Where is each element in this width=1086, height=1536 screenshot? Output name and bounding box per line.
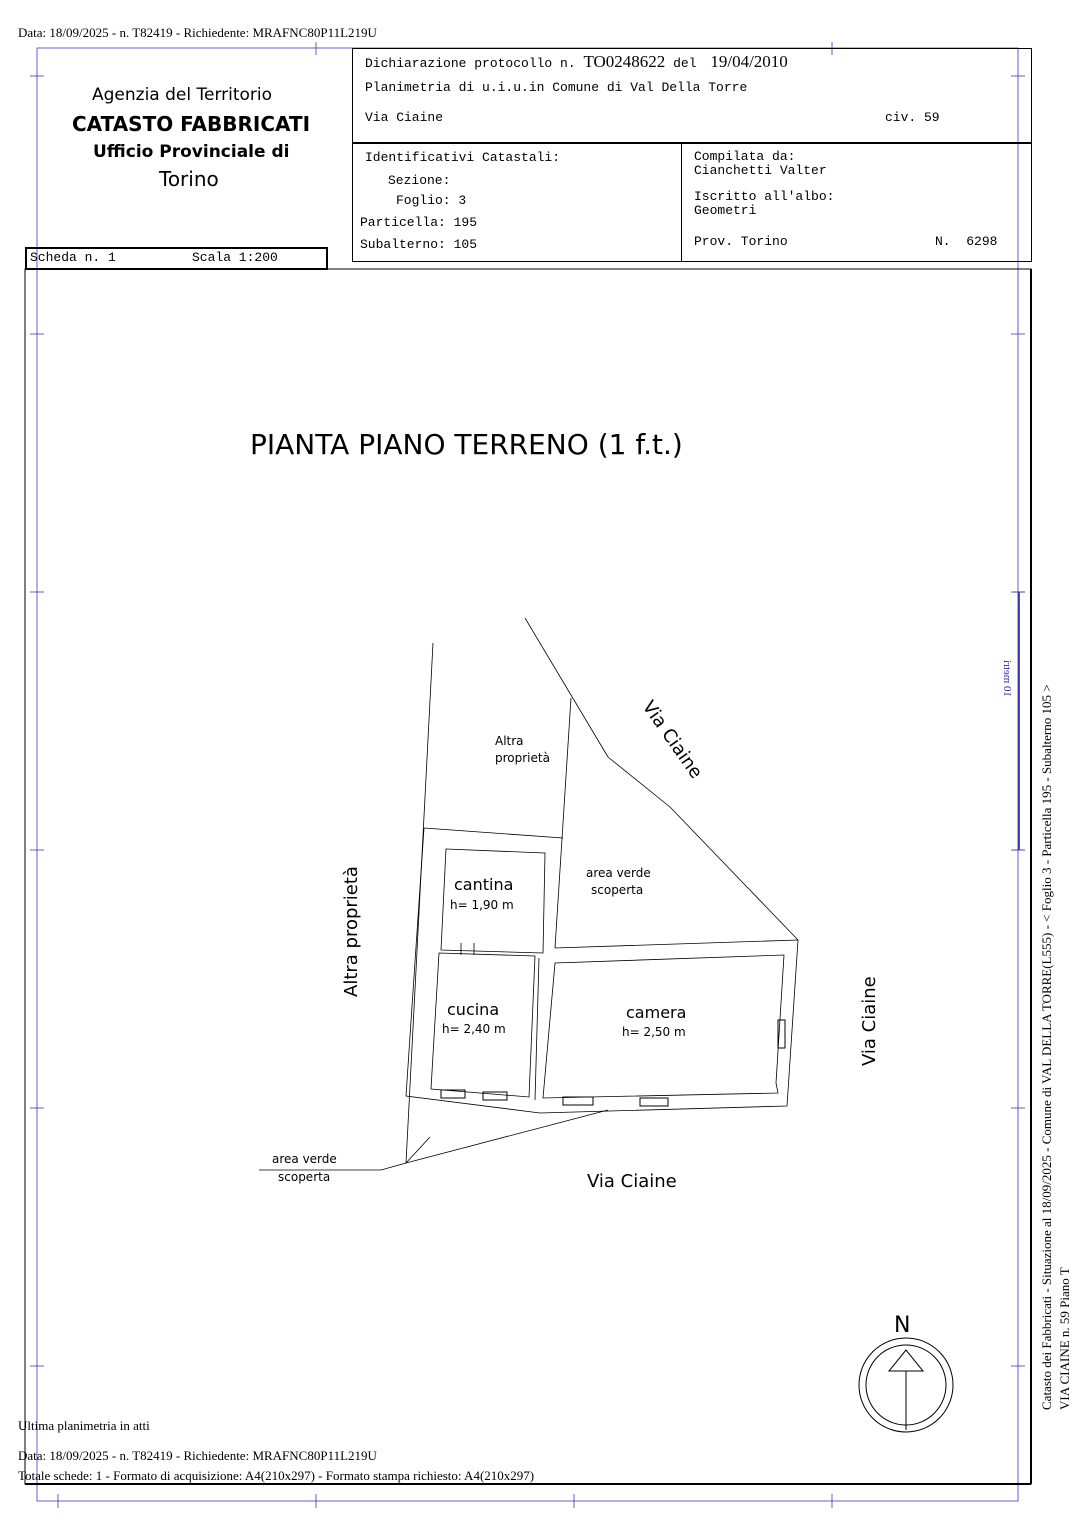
compiled-name: Cianchetti Valter bbox=[694, 163, 827, 178]
room-camera-height: h= 2,50 m bbox=[622, 1025, 686, 1039]
albo-number-value: 6298 bbox=[966, 234, 998, 249]
albo-label: Iscritto all'albo: bbox=[694, 189, 835, 204]
header-request-line: Data: 18/09/2025 - n. T82419 - Richiedente: MRAFNC80P11L219U bbox=[18, 25, 377, 40]
side-address-text: VIA CIAINE n. 59 Piano T bbox=[1057, 1267, 1072, 1410]
label-area-verde-bottom-1: area verde bbox=[272, 1152, 337, 1166]
side-situation-text: Catasto dei Fabbricati - Situazione al 18/09/2025 - Comune di VAL DELLA TORRE(L555) - < Foglio 3 - Particella 195 - Subalterno 105 > bbox=[1039, 684, 1054, 1410]
protocol-del: del bbox=[673, 56, 697, 71]
scale-bar-label: 10 metri bbox=[1001, 660, 1013, 697]
room-cucina-height: h= 2,40 m bbox=[442, 1022, 506, 1036]
catasto-title: CATASTO FABBRICATI bbox=[72, 112, 311, 136]
subalterno: Subalterno: 105 bbox=[360, 237, 478, 252]
label-area-verde-top-1: area verde bbox=[586, 866, 651, 880]
sezione: Sezione: bbox=[388, 173, 451, 188]
street-line: Via Ciaine bbox=[365, 110, 444, 125]
north-label: N bbox=[894, 1313, 911, 1338]
identifiers-title: Identificativi Catastali: bbox=[365, 150, 561, 165]
room-cantina-height: h= 1,90 m bbox=[450, 898, 514, 912]
label-area-verde-top-2: scoperta bbox=[591, 883, 644, 897]
label-via-ciaine-diagonal: Via Ciaine bbox=[637, 697, 707, 783]
particella: Particella: 195 bbox=[360, 215, 478, 230]
agency-name: Agenzia del Territorio bbox=[92, 85, 273, 105]
room-camera: camera bbox=[626, 1003, 687, 1022]
protocol-label-text: Dichiarazione protocollo n. bbox=[365, 56, 576, 71]
footer-request-line: Data: 18/09/2025 - n. T82419 - Richiedente: MRAFNC80P11L219U bbox=[18, 1448, 377, 1463]
compiled-label: Compilata da: bbox=[694, 149, 796, 164]
protocol-date: 19/04/2010 bbox=[710, 52, 788, 71]
protocol-number: TO0248622 bbox=[583, 52, 666, 71]
ufficio-label: Ufficio Provinciale di bbox=[93, 142, 290, 162]
label-via-ciaine-bottom: Via Ciaine bbox=[587, 1171, 677, 1192]
scheda-number: Scheda n. 1 bbox=[30, 250, 116, 265]
label-altra-proprieta-top-1: Altra bbox=[495, 734, 524, 748]
plan-title: PIANTA PIANO TERRENO (1 f.t.) bbox=[250, 428, 683, 461]
office-city: Torino bbox=[159, 167, 219, 191]
footer-note: Ultima planimetria in atti bbox=[18, 1418, 150, 1433]
label-altra-proprieta-left: Altra proprietà bbox=[341, 866, 362, 997]
planimetria-line: Planimetria di u.i.u.in Comune di Val Della Torre bbox=[365, 80, 748, 95]
foglio: Foglio: 3 bbox=[396, 193, 467, 208]
albo-value: Geometri bbox=[694, 203, 757, 218]
civico: civ. 59 bbox=[885, 110, 940, 125]
province: Prov. Torino bbox=[694, 234, 788, 249]
scale-label: Scala 1:200 bbox=[192, 250, 278, 265]
footer-format-line: Totale schede: 1 - Formato di acquisizione: A4(210x297) - Formato stampa richiesto: A4(210x297) bbox=[18, 1468, 535, 1483]
label-altra-proprieta-top-2: proprietà bbox=[495, 751, 550, 765]
albo-number-label: N. bbox=[935, 234, 951, 249]
room-cucina: cucina bbox=[447, 1000, 500, 1019]
label-via-ciaine-right: Via Ciaine bbox=[859, 976, 880, 1066]
label-area-verde-bottom-2: scoperta bbox=[278, 1170, 331, 1184]
room-cantina: cantina bbox=[454, 875, 514, 894]
